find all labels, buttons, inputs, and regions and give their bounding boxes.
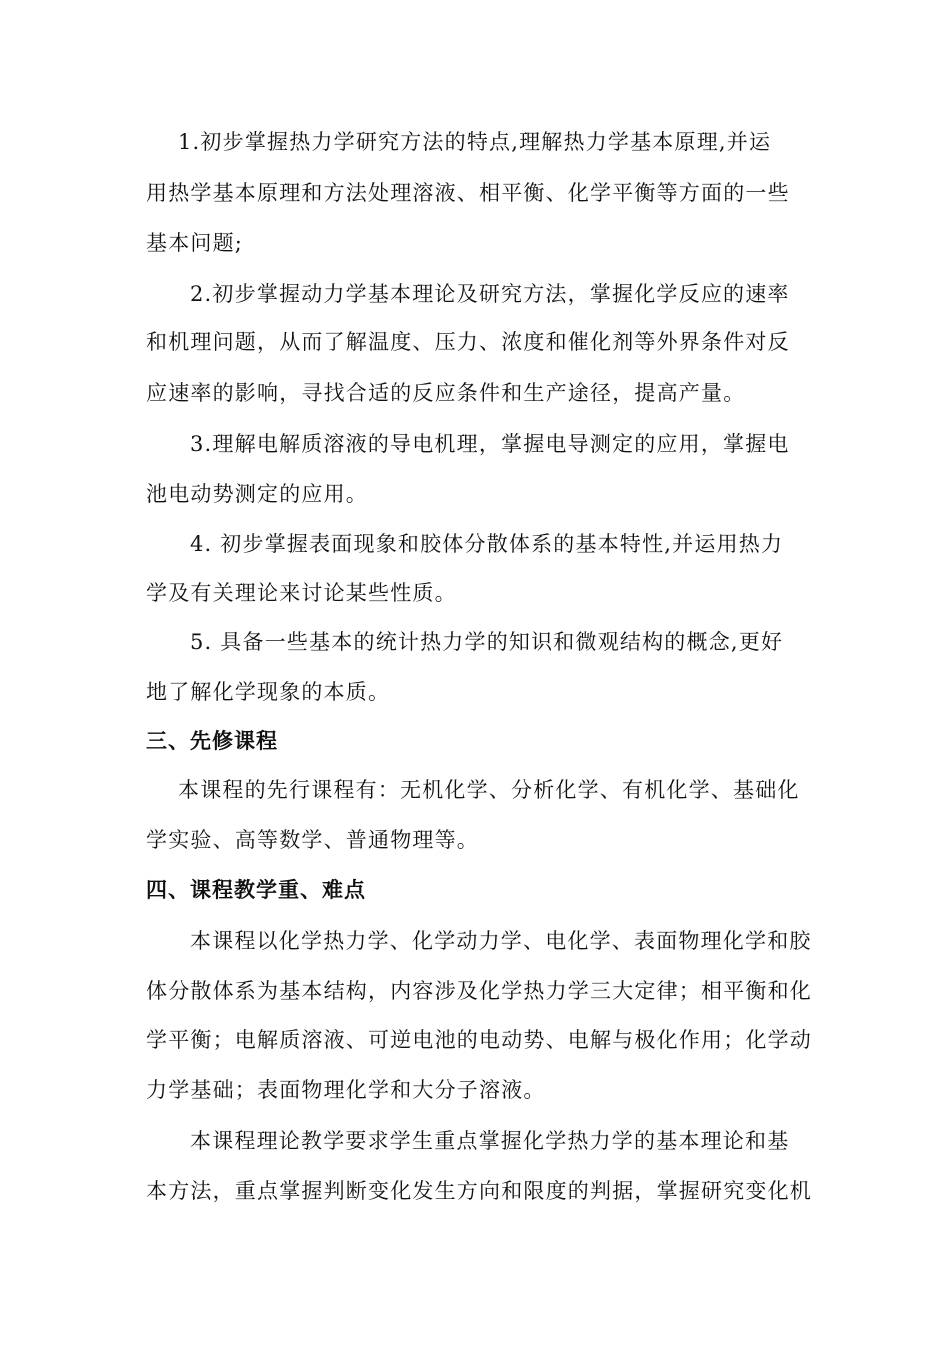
objective-3-line-1: 3.理解电解质溶液的导电机理，掌握电导测定的应用，掌握电 <box>190 432 790 456</box>
objective-5-line-2: 地了解化学现象的本质。 <box>146 680 391 704</box>
objective-3-line-2: 池电动势测定的应用。 <box>146 482 368 506</box>
prerequisites-line-2: 学实验、高等数学、普通物理等。 <box>146 828 479 852</box>
objective-2-line-1: 2.初步掌握动力学基本理论及研究方法，掌握化学反应的速率 <box>190 282 790 306</box>
objective-4-line-1: 4. 初步掌握表面现象和胶体分散体系的基本特性,并运用热力 <box>190 532 784 556</box>
key-points-p1-line-2: 体分散体系为基本结构，内容涉及化学热力学三大定律；相平衡和化 <box>146 979 812 1003</box>
objective-2-line-2: 和机理问题，从而了解温度、压力、浓度和催化剂等外界条件对反 <box>146 330 790 354</box>
objective-5-line-1: 5. 具备一些基本的统计热力学的知识和微观结构的概念,更好 <box>190 630 784 654</box>
key-points-p1-line-1: 本课程以化学热力学、化学动力学、电化学、表面物理化学和胶 <box>190 929 812 953</box>
section-heading-key-points: 四、课程教学重、难点 <box>146 878 366 902</box>
objective-1-line-3: 基本问题; <box>146 231 244 255</box>
objective-2-line-3: 应速率的影响，寻找合适的反应条件和生产途径，提高产量。 <box>146 381 746 405</box>
prerequisites-line-1: 本课程的先行课程有：无机化学、分析化学、有机化学、基础化 <box>178 778 800 802</box>
objective-1-line-1: 1.初步掌握热力学研究方法的特点,理解热力学基本原理,并运 <box>178 130 772 154</box>
key-points-p2-line-2: 本方法，重点掌握判断变化发生方向和限度的判据，掌握研究变化机 <box>146 1179 812 1203</box>
key-points-p1-line-4: 力学基础；表面物理化学和大分子溶液。 <box>146 1078 546 1102</box>
key-points-p2-line-1: 本课程理论教学要求学生重点掌握化学热力学的基本理论和基 <box>190 1129 790 1153</box>
objective-1-line-2: 用热学基本原理和方法处理溶液、相平衡、化学平衡等方面的一些 <box>146 181 790 205</box>
key-points-p1-line-3: 学平衡；电解质溶液、可逆电池的电动势、电解与极化作用；化学动 <box>146 1028 812 1052</box>
section-heading-prerequisites: 三、先修课程 <box>146 729 278 753</box>
objective-4-line-2: 学及有关理论来讨论某些性质。 <box>146 581 457 605</box>
